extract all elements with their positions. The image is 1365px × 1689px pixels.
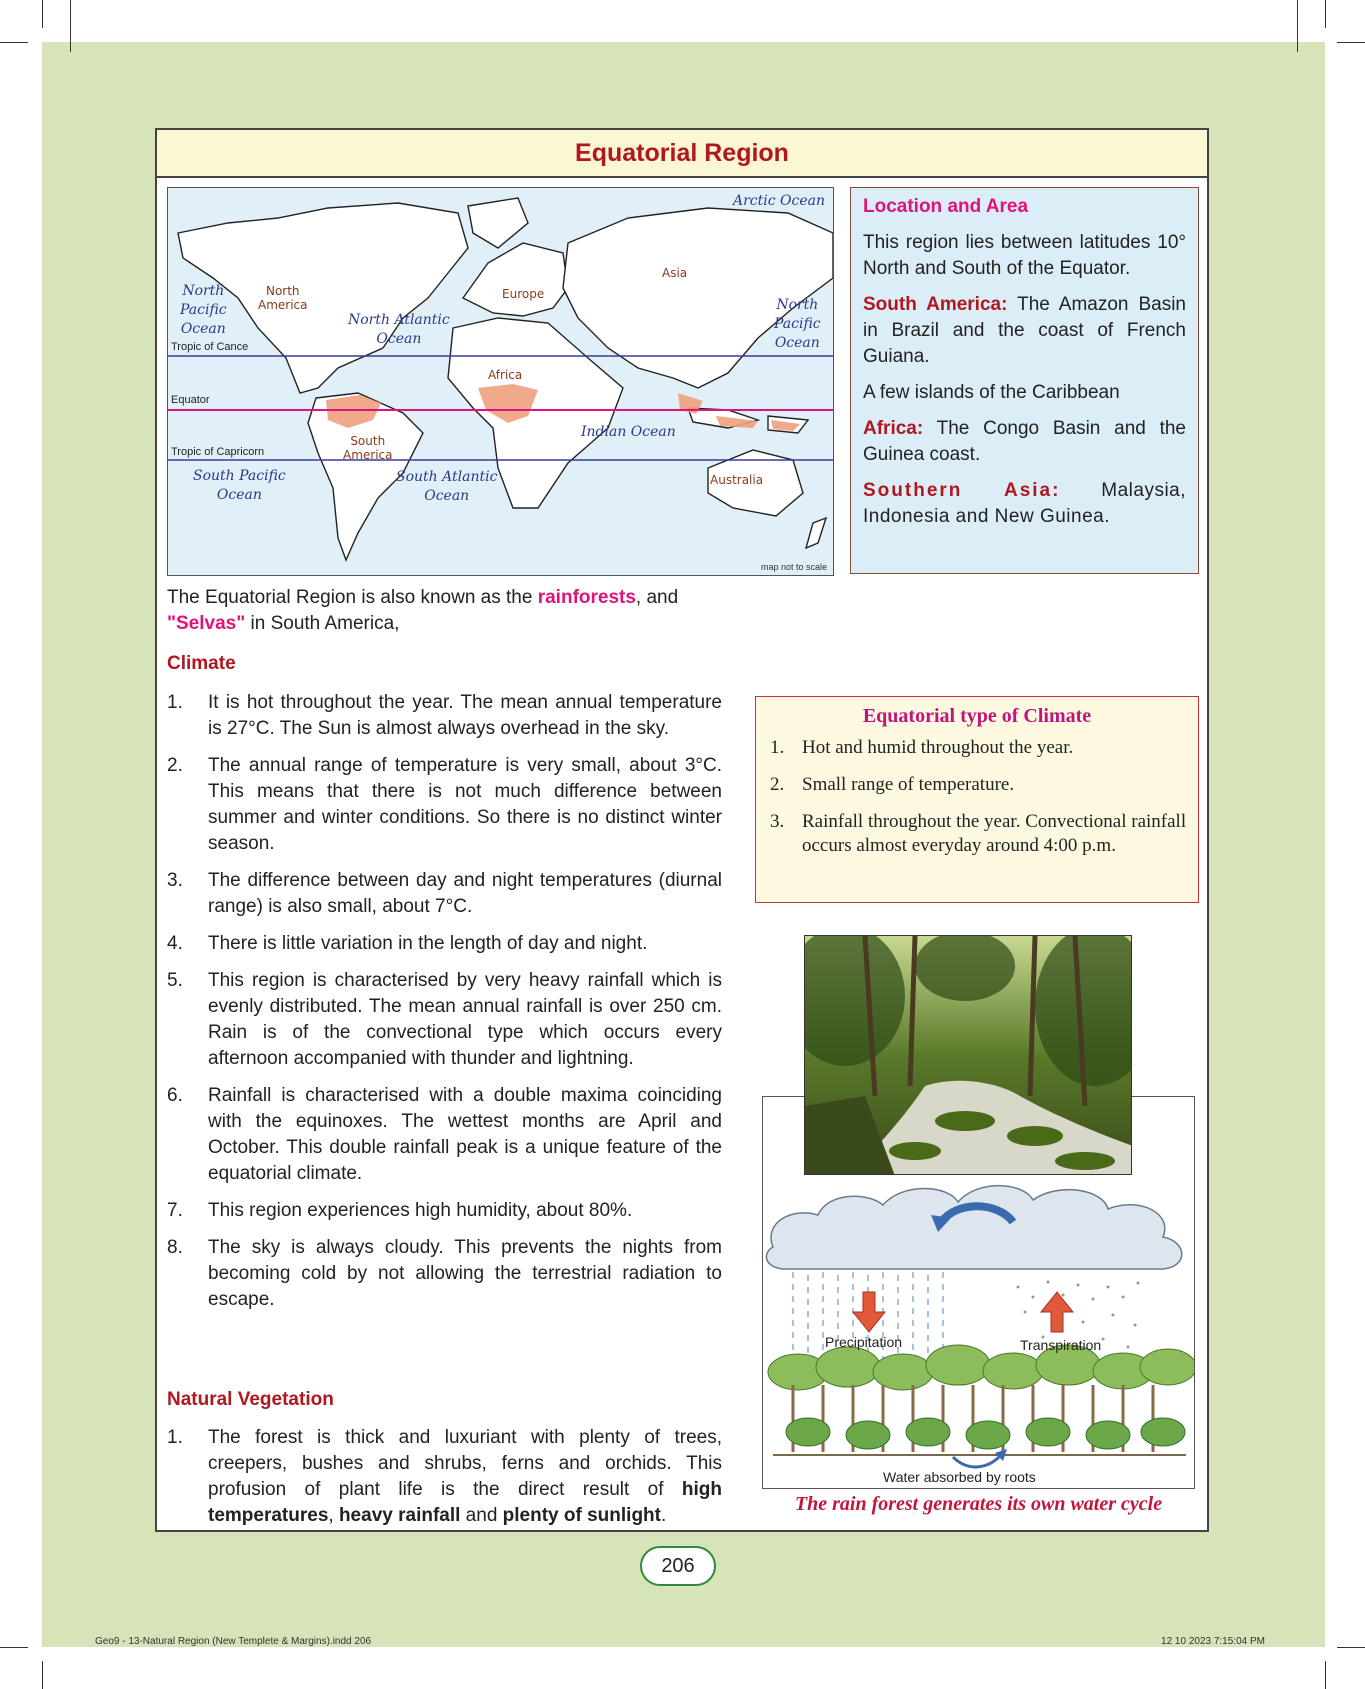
list-item: 1. The forest is thick and luxuriant with plenty of trees, creepers, bushes and shrubs, ferns and orchids. This profusion of plant life is the direct result of high temperatures, heavy rainfall and plenty of sunlight. xyxy=(167,1427,722,1526)
location-heading: Location and Area xyxy=(863,196,1029,217)
file-slug: Geo9 - 13-Natural Region (New Templete & Margins).indd 206 xyxy=(95,1636,372,1647)
crop-mark xyxy=(1337,42,1365,43)
world-map-drawing xyxy=(168,188,834,576)
location-caribbean: A few islands of the Caribbean xyxy=(863,382,1120,403)
south-america-label: South America: xyxy=(863,294,1008,315)
label-north-atlantic-ocean: North Atlantic Ocean xyxy=(348,312,450,347)
crop-mark xyxy=(42,0,43,28)
roots-label: Water absorbed by roots xyxy=(883,1469,1036,1485)
label-tropic-of-capricorn: Tropic of Capricorn xyxy=(171,446,265,458)
label-south-atlantic-ocean: South Atlantic Ocean xyxy=(396,469,498,504)
label-south-america: South America xyxy=(343,434,393,462)
date-slug: 12 10 2023 7:15:04 PM xyxy=(1161,1636,1265,1647)
equatorial-climate-box xyxy=(755,696,1199,903)
list-item: 2. The annual range of temperature is very small, about 3°C. This means that there is not much difference between summer and winter conditions. So there is no distinct winter season. xyxy=(167,755,722,854)
location-africa xyxy=(863,416,1186,468)
southern-asia-label: Southern Asia: xyxy=(863,480,1061,501)
list-item: 7. This region experiences high humidity, about 80%. xyxy=(167,1200,633,1221)
page-number: 206 xyxy=(640,1546,716,1586)
label-north-pacific-ocean-east: North Pacific Ocean xyxy=(774,297,821,351)
climate-heading: Climate xyxy=(167,653,236,674)
crop-mark xyxy=(1325,1661,1326,1689)
term-rainforests: rainforests xyxy=(537,587,636,608)
intro-text-3: in South America, xyxy=(245,613,400,634)
crop-mark xyxy=(42,1661,43,1689)
list-item: 6. Rainfall is characterised with a double maxima coinciding with the equinoxes. The wettest months are April and October. This double rainfall peak is a unique feature of the equatorial climate. xyxy=(167,1085,722,1184)
label-equator: Equator xyxy=(171,394,210,406)
crop-mark xyxy=(1325,0,1326,28)
map-scale-note: map not to scale xyxy=(760,562,827,572)
intro-paragraph xyxy=(167,585,722,637)
list-item: 4. There is little variation in the length of day and night. xyxy=(167,933,648,954)
label-africa: Africa xyxy=(488,368,523,382)
label-europe: Europe xyxy=(502,287,545,301)
crop-mark xyxy=(70,0,71,52)
rainforest-photo xyxy=(804,935,1132,1175)
location-southern-asia xyxy=(863,478,1186,530)
location-south-america xyxy=(863,292,1186,370)
term-selvas: "Selvas" xyxy=(167,613,246,634)
label-north-america: North America xyxy=(258,284,308,312)
list-item: 5. This region is characterised by very heavy rainfall which is evenly distributed. The mean annual rainfall is over 250 cm. Rain is of the convectional type which occurs every afternoon accompanied with thunder and lightning. xyxy=(167,970,722,1069)
water-cycle-caption: The rain forest generates its own water cycle xyxy=(794,1493,1163,1515)
crop-mark xyxy=(0,1647,28,1648)
crop-mark xyxy=(1297,0,1298,52)
label-north-pacific-ocean: North Pacific Ocean xyxy=(180,283,227,337)
transpiration-label: Transpiration xyxy=(1020,1337,1102,1353)
label-indian-ocean: Indian Ocean xyxy=(581,424,676,440)
climate-box-item: 2. Small range of temperature. xyxy=(770,774,1015,795)
label-tropic-of-cancer: Tropic of Cance xyxy=(171,341,249,353)
label-arctic-ocean: Arctic Ocean xyxy=(733,193,826,209)
south-america-text: The Amazon Basin in Brazil and the coast of French Guiana. xyxy=(863,294,1186,367)
list-item: 3. The difference between day and night temperatures (diurnal range) is also small, about 7°C. xyxy=(167,870,722,917)
location-latitudes: This region lies between latitudes 10° North and South of the Equator. xyxy=(863,232,1186,279)
intro-text-2: , and xyxy=(635,587,679,608)
vegetation-points xyxy=(167,1425,722,1540)
label-south-pacific-ocean: South Pacific Ocean xyxy=(193,468,286,503)
climate-points xyxy=(167,690,722,1324)
crop-mark xyxy=(0,42,28,43)
climate-box-heading: Equatorial type of Climate xyxy=(862,705,1092,727)
intro-text-1: The Equatorial Region is also known as the xyxy=(167,587,538,608)
list-item: 8. The sky is always cloudy. This prevents the nights from becoming cold by not allowing the terrestrial radiation to escape. xyxy=(167,1237,722,1310)
precipitation-label: Precipitation xyxy=(825,1334,903,1350)
africa-label: Africa: xyxy=(863,418,924,439)
world-map xyxy=(167,187,834,576)
content-frame xyxy=(155,128,1209,1532)
label-asia: Asia xyxy=(662,266,688,280)
list-item: 1. It is hot throughout the year. The mean annual temperature is 27°C. The Sun is almost always overhead in the sky. xyxy=(167,692,722,739)
page-title: Equatorial Region xyxy=(157,130,1207,178)
rainforest-photo-drawing xyxy=(805,936,1132,1175)
africa-text: The Congo Basin and the Guinea coast. xyxy=(863,418,1186,465)
climate-box-item: 3. Rainfall throughout the year. Convectional rainfall occurs almost everyday around 4:00 p.m. xyxy=(770,811,1187,856)
crop-mark xyxy=(1337,1647,1365,1648)
southern-asia-text: Malaysia, Indonesia and New Guinea. xyxy=(863,480,1187,527)
label-australia: Australia xyxy=(710,473,764,487)
location-area-box xyxy=(850,187,1199,574)
climate-box-item: 1. Hot and humid throughout the year. xyxy=(770,737,1074,758)
vegetation-heading: Natural Vegetation xyxy=(167,1389,334,1410)
